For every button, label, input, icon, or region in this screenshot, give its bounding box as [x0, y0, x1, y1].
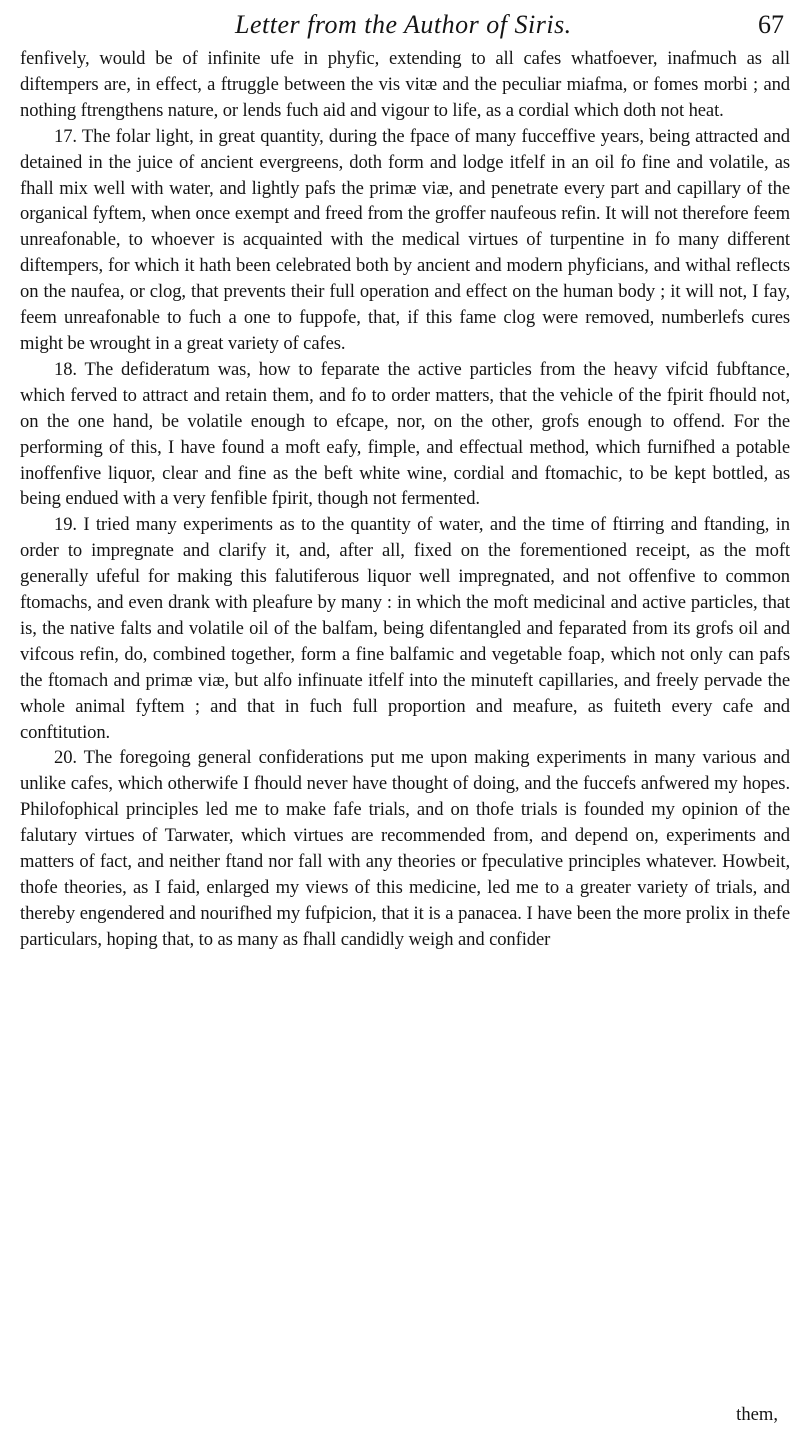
paragraph-18: 18. The defideratum was, how to feparate the active particles from the heavy vifcid fubftance, which ferved to attract and retain them, and fo to order matters, that the vehicle of the fpirit fhould not, on the one hand, be volatile enough to efcape, nor, on the other, grofs enough to offend. For the performing of this, I have found a moft eafy, fimple, and effectual method, which furnifhed a potable inoffenfive liquor, clear and fine as the beft white wine, cordial and ftomachic, to be kept bottled, as being endued with a very fenfible fpirit, though not fermented. — [20, 358, 790, 510]
paragraph-17: 17. The folar light, in great quantity, during the fpace of many fucceffive years, being attracted and detained in the juice of ancient evergreens, doth form and lodge itfelf in an oil fo fine and volatile, as fhall mix well with water, and lightly pafs the primæ viæ, and penetrate every part and capillary of the organical fyftem, when once exempt and freed from the groffer naufeous refin. It will not therefore feem unreafonable, to whoever is acquainted with the medical virtues of turpentine in fo many different diftempers, for which it hath been celebrated both by ancient and modern phyficians, and withal reflects on the naufea, or clog, that prevents their full operation and effect on the human body ; it will not, I fay, feem unreafonable to fuch a one to fuppofe, that, if this fame clog were removed, numberlefs cures might be wrought in a great variety of cafes. — [20, 125, 790, 354]
page-number: 67 — [758, 10, 784, 39]
paragraph-19: 19. I tried many experiments as to the quantity of water, and the time of ftirring and ftanding, in order to impregnate and clarify it, and, after all, fixed on the forementioned receipt, as the moft generally ufeful for making this falutiferous liquor well impregnated, and not offenfive to common ftomachs, and even drank with pleafure by many : in which the moft medicinal and active particles, that is, the native falts and volatile oil of the balfam, being difentangled and feparated from its grofs oil and vifcous refin, do, combined together, form a fine balfamic and vegetable foap, which not only can pafs the ftomach and primæ viæ, but alfo infinuate itfelf into the minuteft capillaries, and freely pervade the whole animal fyftem ; and that in fuch full proportion and meafure, as fuiteth every cafe and conftitution. — [20, 514, 790, 743]
book-page — [20, 8, 790, 1426]
catchword: them, — [736, 1404, 778, 1425]
page-header — [20, 8, 790, 46]
paragraph-20: 20. The foregoing general confiderations put me upon making experiments in many various and unlike cafes, which otherwife I fhould never have thought of doing, and the fuccefs anfwered my hopes. Philofophical principles led me to make fafe trials, and on thofe trials is founded my opinion of the falutary virtues of Tarwater, which virtues are recommended from, and depend on, experiments and matters of fact, and neither ftand nor fall with any theories or fpeculative principles whatever. Howbeit, thofe theories, as I faid, enlarged my views of this medicine, led me to a greater variety of trials, and thereby engendered and nourifhed my fufpicion, that it is a panacea. I have been the more prolix in thefe particulars, hoping that, to as many as fhall candidly weigh and confider — [20, 747, 790, 950]
page-body — [20, 46, 790, 953]
paragraph-continuation: fenfively, would be of infinite ufe in phyfic, extending to all cafes whatfoever, inafmuch as all diftempers are, in effect, a ftruggle between the vis vitæ and the peculiar miafma, or fomes morbi ; and nothing ftrengthens nature, or lends fuch aid and vigour to life, as a cordial which doth not heat. — [20, 48, 790, 121]
running-head: Letter from the Author of Siris. — [235, 10, 572, 39]
